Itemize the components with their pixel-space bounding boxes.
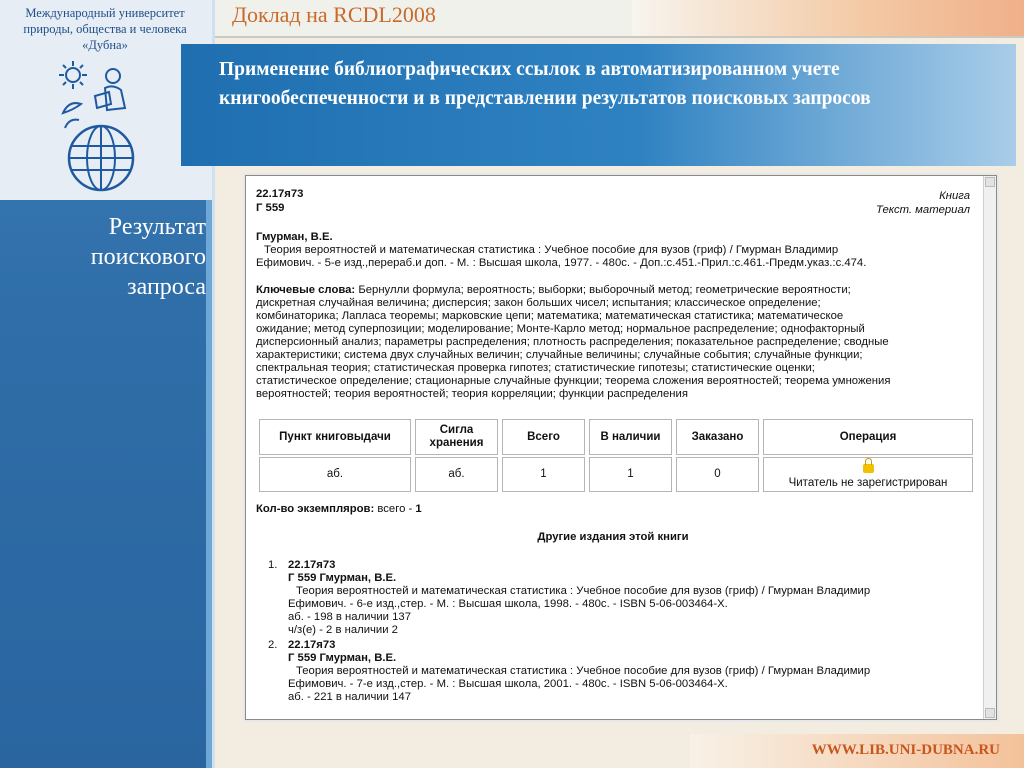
edition-author: Г 559 Гмурман, В.Е. [288,572,397,584]
list-item[interactable] [288,639,988,704]
table-row [259,457,973,492]
cell-total: 1 [502,457,585,492]
cell-sigla: аб. [415,457,498,492]
edition-description: Теория вероятностей и математическая статистика : Учебное пособие для вузов (гриф) / Гмурман Владимир [296,585,871,597]
cell-available: 1 [589,457,672,492]
call-number: 22.17я73 [256,188,304,200]
copies-count [256,503,422,516]
operation-status: Читатель не зарегистрирован [788,477,948,489]
edition-number: 2. [268,639,278,651]
scroll-up-button[interactable] [985,177,995,187]
keywords-line: дискретная случайная величина; дисперсия; закон больших чисел; испытания; классическое определение; [256,297,821,309]
cell-operation [763,457,973,492]
col-header-operation: Операция [763,419,973,455]
keywords-label: Ключевые слова: [256,284,356,296]
keywords [256,284,980,401]
vertical-scrollbar[interactable] [983,176,996,719]
keywords-line: Бернулли формула; вероятность; выборки; выборочный метод; геометрические вероятности; [358,284,851,296]
keywords-line: дисперсионный анализ; параметры распределения; плотность распределения; показательное распределение; сводные [256,336,889,348]
globe-reader-logo-icon [55,58,151,193]
keywords-line: ожидание; метод суперпозиции; моделирование; Монте-Карло метод; нормальное распределение; однофакторный [256,323,865,335]
col-header-total: Всего [502,419,585,455]
copies-number: 1 [415,503,422,515]
sidebar-title-line: поискового [90,244,206,270]
catalog-record-panel [245,175,997,720]
col-header-ordered: Заказано [676,419,759,455]
other-editions-title: Другие издания этой книги [537,531,689,543]
edition-description: Теория вероятностей и математическая статистика : Учебное пособие для вузов (гриф) / Гмурман Владимир [296,665,871,677]
lock-icon[interactable] [863,464,874,473]
university-name: Международный университет природы, общества и человека «Дубна» [23,6,187,52]
slide-title: Применение библиографических ссылок в автоматизированном учете книгообеспеченности и в представлении результатов поисковых запросов [219,59,871,109]
edition-holding: ч/з(е) - 2 в наличии 2 [288,624,398,636]
record-description: Ефимович. - 5-е изд.,перераб.и доп. - М. : Высшая школа, 1977. - 480с. - Доп.:с.451.-Прил.:с.461.-Предм.указ.:с.474. [256,257,867,269]
keywords-line: комбинаторика; Лапласа теоремы; марковские цепи; математика; математическая статистика; математическое [256,310,844,322]
keywords-line: статистическое определение; стационарные случайные функции; теорема сложения вероятностей; теорема умножения [256,375,891,387]
keywords-line: спектральная теория; статистическая проверка гипотез; статистические гипотезы; статистические оценки; [256,362,815,374]
edition-description: Ефимович. - 7-е изд.,стер. - М. : Высшая школа, 2001. - 480с. - ISBN 5-06-003464-X. [288,678,728,690]
col-header-point: Пункт книговыдачи [259,419,411,455]
author-mark: Г 559 [256,202,285,214]
col-header-available: В наличии [589,419,672,455]
record-material: Текст. материал [875,204,970,216]
sidebar-title-line: запроса [127,274,206,300]
edition-holding: аб. - 221 в наличии 147 [288,691,411,703]
top-divider [215,36,1024,38]
keywords-line: вероятностей; теория вероятностей; теория корреляции; функции распределения [256,388,688,400]
edition-holding: аб. - 198 в наличии 137 [288,611,411,623]
report-title: Доклад на RCDL2008 [232,2,436,27]
record-type: Книга [939,190,970,202]
record-description: Теория вероятностей и математическая статистика : Учебное пособие для вузов (гриф) / Гмурман Владимир [264,244,839,256]
sidebar-title-line: Результат [108,214,206,240]
edition-description: Ефимович. - 6-е изд.,стер. - М. : Высшая школа, 1998. - 480с. - ISBN 5-06-003464-X. [288,598,728,610]
edition-number: 1. [268,559,278,571]
holdings-table [255,417,977,494]
cell-ordered: 0 [676,457,759,492]
edition-author: Г 559 Гмурман, В.Е. [288,652,397,664]
keywords-line: характеристики; система двух случайных величин; случайные величины; случайные события; случайные функции; [256,349,863,361]
scroll-down-button[interactable] [985,708,995,718]
sidebar-title [6,212,206,302]
list-item[interactable] [288,559,988,637]
top-accent [632,0,1024,38]
holdings-header-row [259,419,973,455]
record-author: Гмурман, В.Е. [256,231,333,243]
edition-call-number: 22.17я73 [288,639,336,651]
col-header-sigla: Сигла хранения [415,419,498,455]
cell-point: аб. [259,457,411,492]
copies-value: всего - [377,503,413,515]
edition-call-number: 22.17я73 [288,559,336,571]
footer-url[interactable]: WWW.LIB.UNI-DUBNA.RU [811,742,1000,758]
copies-label: Кол-во экземпляров: [256,503,375,515]
